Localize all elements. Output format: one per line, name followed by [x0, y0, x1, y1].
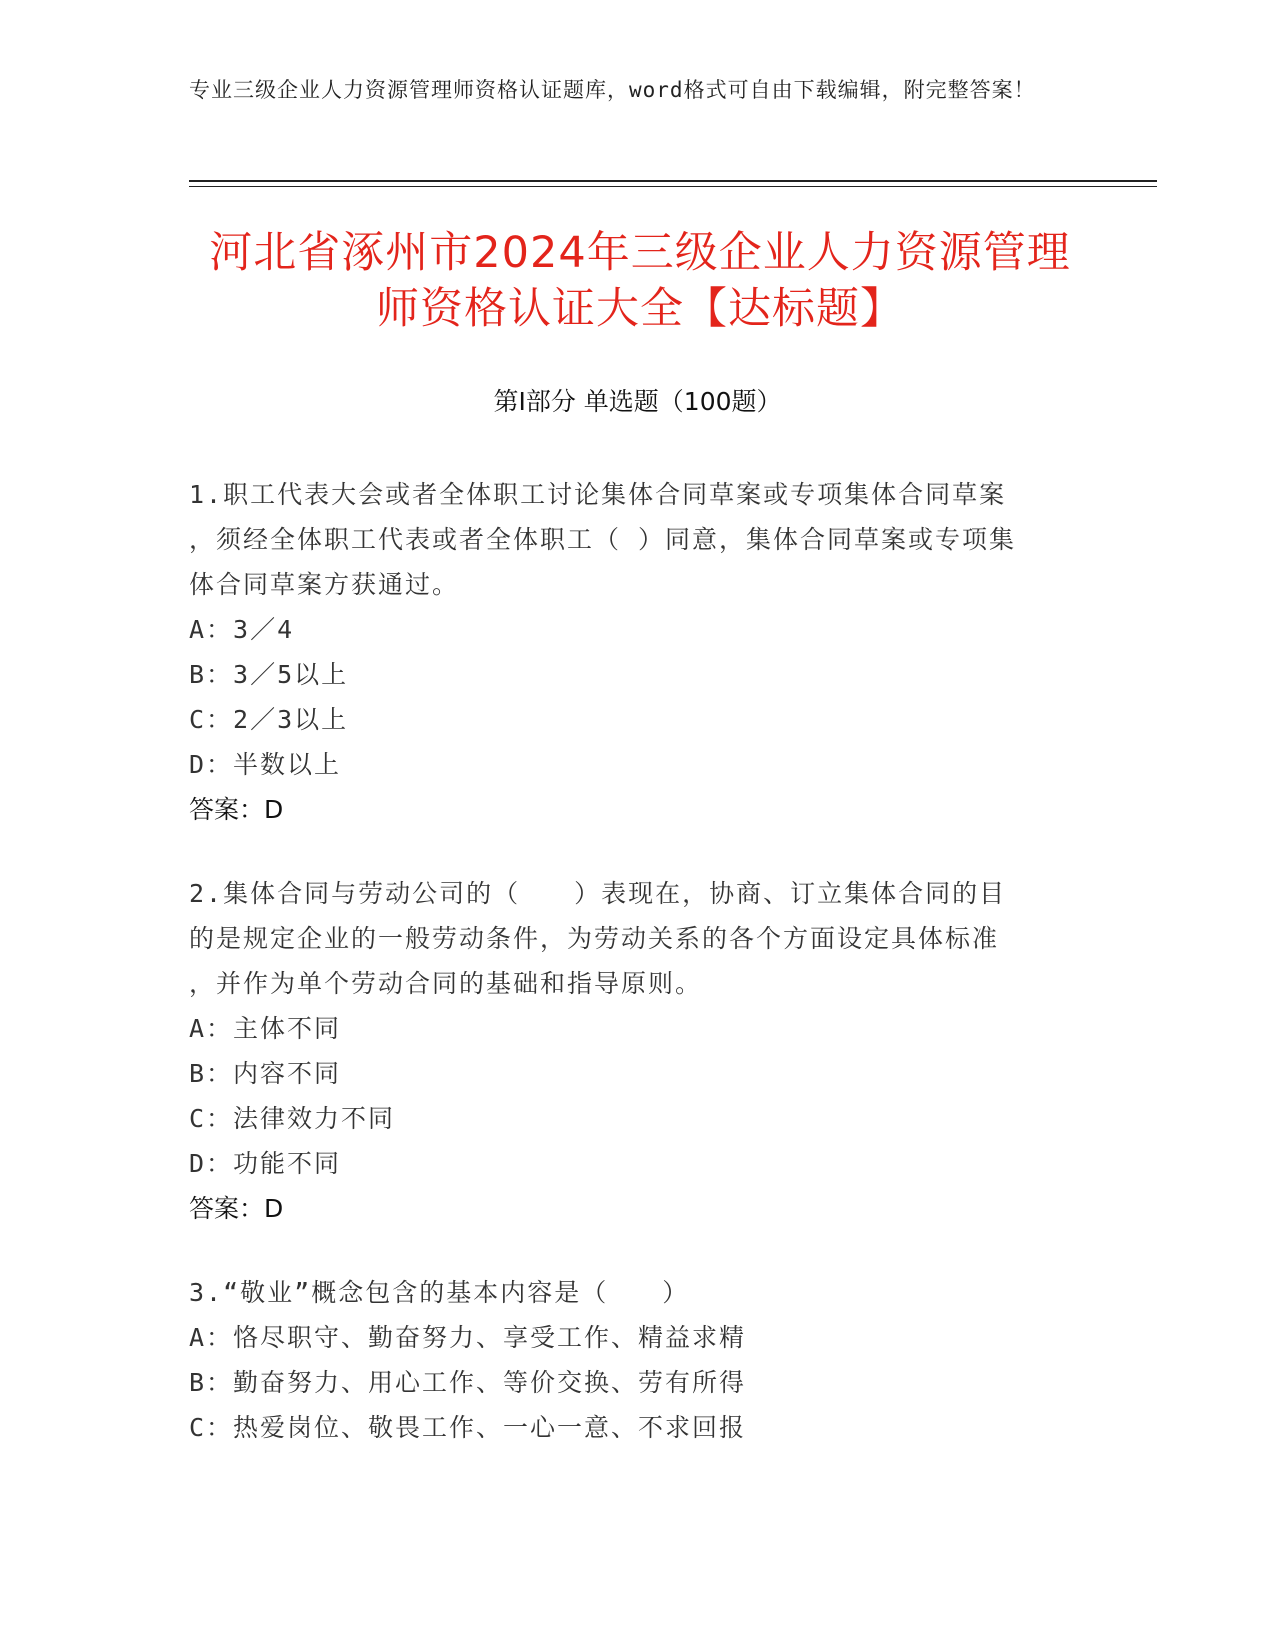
header-note: 专业三级企业人力资源管理师资格认证题库，word格式可自由下载编辑，附完整答案！: [189, 78, 1036, 102]
question-text-line: 1.职工代表大会或者全体职工讨论集体合同草案或专项集体合同草案: [189, 480, 1007, 509]
option-d: D：半数以上: [189, 750, 342, 779]
question-text-line: 的是规定企业的一般劳动条件，为劳动关系的各个方面设定具体标准: [189, 924, 1000, 953]
question-text-line: ，须经全体职工代表或者全体职工（ ）同意，集体合同草案或专项集: [189, 525, 1017, 554]
section-heading: 第Ⅰ部分 单选题（100题）: [493, 387, 782, 416]
question-list: [189, 472, 1089, 1489]
title-line-1: 河北省涿州市2024年三级企业人力资源管理: [209, 228, 1071, 278]
question-text-line: ，并作为单个劳动合同的基础和指导原则。: [189, 969, 703, 998]
title-line-2: 师资格认证大全【达标题】: [376, 284, 904, 334]
option-b: B：3／5以上: [189, 660, 349, 689]
question-1: [189, 472, 1089, 832]
option-a: A：主体不同: [189, 1014, 342, 1043]
option-b: B：勤奋努力、用心工作、等价交换、劳有所得: [189, 1368, 747, 1397]
question-text-line: 2.集体合同与劳动公司的（ ）表现在，协商、订立集体合同的目: [189, 879, 1007, 908]
document-title: [180, 225, 1100, 337]
option-c: C：2／3以上: [189, 705, 349, 734]
option-a: A：3／4: [189, 615, 295, 644]
answer: 答案：D: [189, 1194, 284, 1223]
header-divider-thin: [189, 186, 1157, 187]
option-c: C：热爱岗位、敬畏工作、一心一意、不求回报: [189, 1413, 747, 1442]
option-a: A：恪尽职守、勤奋努力、享受工作、精益求精: [189, 1323, 747, 1352]
question-3: [189, 1270, 1089, 1450]
option-c: C：法律效力不同: [189, 1104, 396, 1133]
header-divider-thick: [189, 180, 1157, 182]
option-d: D：功能不同: [189, 1149, 342, 1178]
question-text-line: 3.“敬业”概念包含的基本内容是（ ）: [189, 1278, 690, 1307]
question-text-line: 体合同草案方获通过。: [189, 570, 460, 599]
question-2: [189, 871, 1089, 1231]
answer: 答案：D: [189, 795, 284, 824]
option-b: B：内容不同: [189, 1059, 342, 1088]
